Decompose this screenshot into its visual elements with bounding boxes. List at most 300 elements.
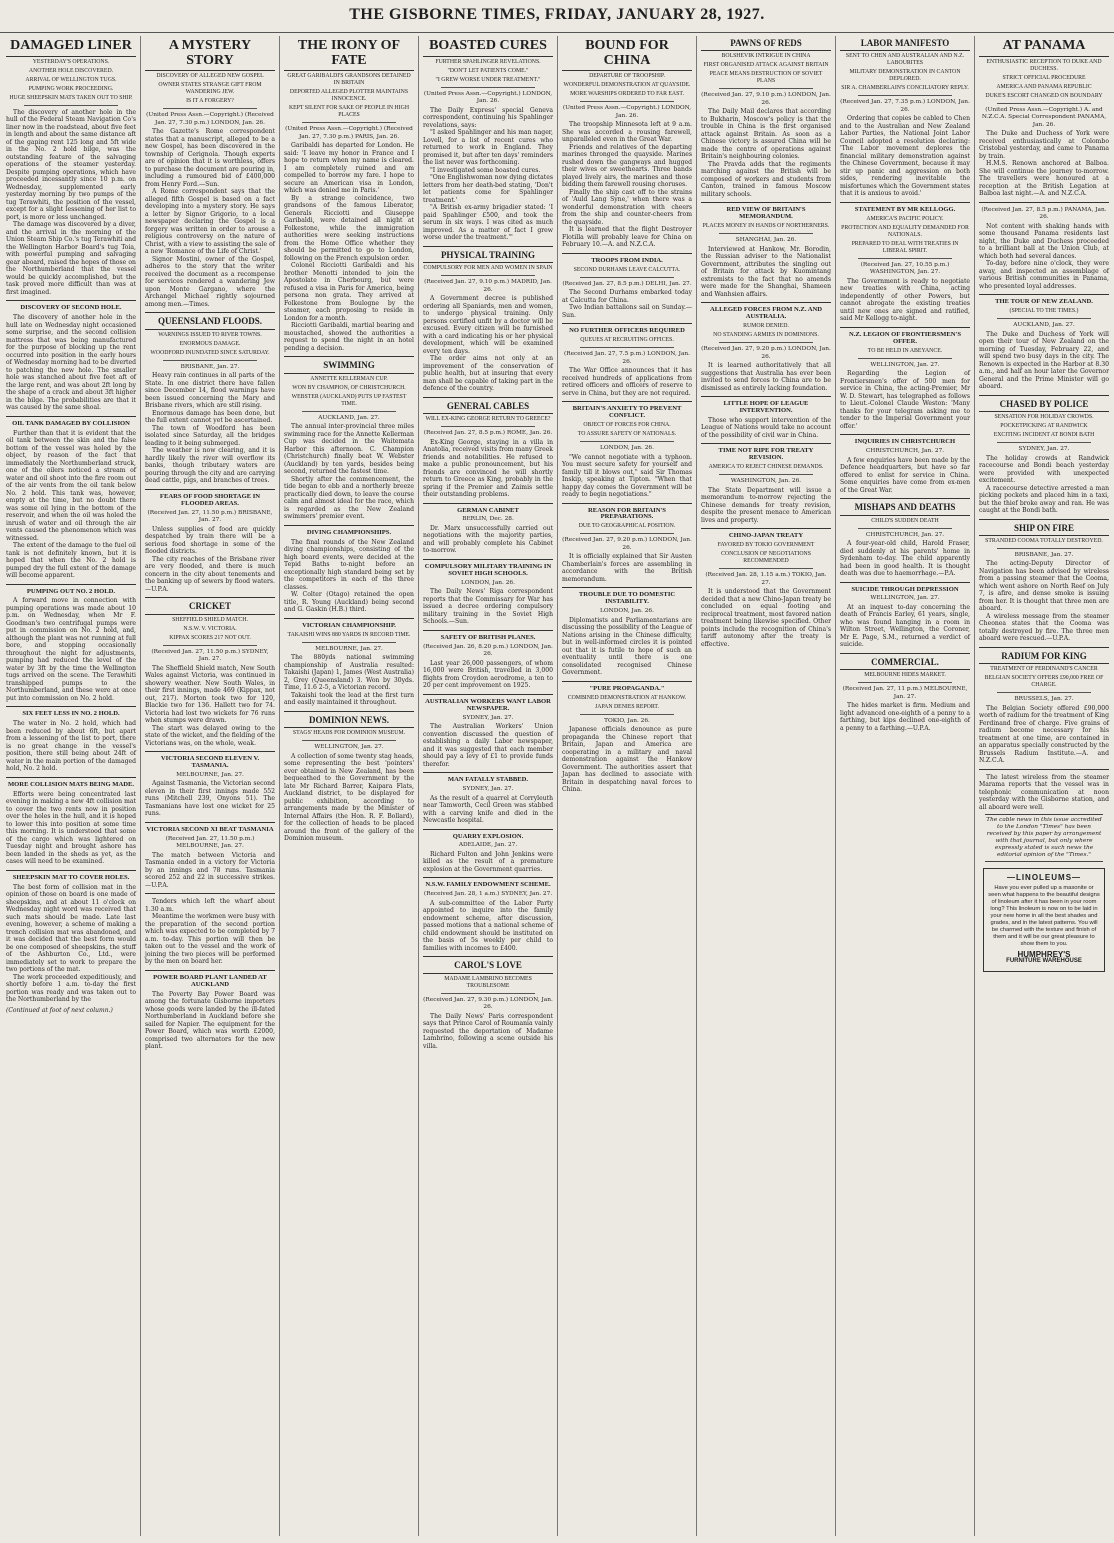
article (840, 439, 970, 499)
article-credit: (United Press Assn.—Copyright.) (Received Jan. 27, 7.30 p.m.) PARIS, Jan. 26. (285, 126, 413, 140)
article (6, 782, 136, 871)
paragraph: The hides market is firm. Medium and light advanced one-eighth of a penny to a farthing, but kips declined one-eighth of a penny to a farthing.—U.P.A. (840, 702, 970, 732)
article-credit: WELLINGTON, Jan. 27. (870, 595, 940, 602)
article (284, 361, 414, 525)
article-subheading: MELBOURNE HIDES MARKET. (864, 672, 946, 679)
paragraph: The weather is now clearing, and it is hardly likely the river will overflow its banks, though tributary waters are pouring through the city and are carrying dead cattle, pigs, and branches of trees. (145, 447, 275, 485)
article-credit: (United Press Assn.—Copyright.) LONDON, Jan. 26. (562, 105, 692, 119)
article (423, 882, 553, 957)
paragraph: The Pravda adds that the regiments marching against the British will be composed of workers and students from Canton, trained in famous Moscow military schools. (701, 160, 831, 198)
paragraph: Tenders which left the wharf about 1.30 a.m. (145, 898, 275, 913)
article (6, 421, 136, 585)
article (423, 39, 553, 247)
article (840, 503, 970, 582)
paragraph: Ex-King George, staying in a villa in Anatolia, received visits from many Greek friends and notabilities. He refused to make a public pronouncement, but his friends are convinced he will shortly return to Greece as King, probably in the spring if the Premier and Zaimis settle their outstanding problems. (423, 438, 553, 499)
article-subheading: SENSATION FOR HOLIDAY CROWDS. (994, 414, 1094, 421)
article (6, 39, 136, 301)
article (423, 699, 553, 773)
column-2 (140, 36, 279, 1536)
article-body (423, 439, 553, 499)
article-heading: CAROL'S LOVE (423, 961, 553, 973)
article-subheading: DISCOVERY OF ALLEGED NEW GOSPEL (156, 73, 264, 80)
paragraph: The Second Durhams embarked today at Calcutta for China. (562, 289, 692, 304)
article (423, 402, 553, 504)
article (979, 524, 1109, 648)
article-subheading: COMBINED DEMONSTRATION AT HANKOW. (567, 694, 687, 701)
article (562, 39, 692, 254)
paragraph: The Daily News' Riga correspondent reports that the Commissary for War has issued a decree ordering compulsory military training in the Soviet High Schools.—Sun. (423, 588, 553, 626)
paragraph: A Government decree is published ordering all Spaniards, men and women, to undergo physical training. Only persons certified unfit by a doctor will be excused. Every citizen will be furnished with a card indicating his or her physical development, which will be examined every ten days. (423, 295, 553, 355)
article-body (145, 898, 275, 966)
paragraph: Ricciotti Garibaldi, martial bearing and moustached, showed the authorities a request to spend the night in an hotel pending a decision. (284, 322, 414, 352)
article-credit: LONDON, Jan. 26. (600, 445, 654, 452)
article-separator (145, 312, 275, 313)
column-content (836, 39, 974, 732)
article-subheading: (SPECIAL TO THE TIMES.) (1009, 308, 1079, 315)
article-subheading: FAVORED BY TOKIO GOVERNMENT (717, 542, 815, 549)
times-notice: The cable news in this issue accredited to the London "Times" has been received by this paper by arrangement with that journal, but only where expressly stated is such news the editorial opinion of the "Times." (985, 814, 1103, 862)
article-body (840, 702, 970, 732)
article (979, 652, 1109, 770)
article-heading: "PURE PROPAGANDA." (589, 684, 665, 692)
article-body (6, 430, 136, 580)
article-separator (6, 706, 136, 707)
article-body (423, 851, 553, 874)
paragraph: Takaishi took the lead at the first turn and easily maintained it throughout. (284, 691, 414, 707)
paragraph: The start was delayed owing to the state of the wicket, and the fielding of the Victorians was, on the whole, weak. (145, 724, 275, 747)
article-separator (562, 503, 692, 504)
paragraph: The Australian Workers' Union convention discussed the question of establishing a daily Labor newspaper, and it was suggested that each member should pay a levy of £1 to provide funds therefor. (423, 723, 553, 768)
article-credit: (Received Jan. 27, 9.10 p.m.) LONDON, Jan. 26. (701, 92, 831, 106)
paragraph: "I asked Spahlinger and his man nager, Lovell, for a list of recent cures who returned to work in England. They promised it, but after ten days' reminders the list never was forthcoming. (423, 129, 553, 167)
article-separator (423, 772, 553, 773)
article-heading: PUMPING OUT NO. 2 HOLD. (26, 587, 116, 595)
article-credit: (Received Jan. 27, 8.5 p.m.) ROME, Jan. 26. (423, 430, 553, 437)
paragraph: By a strange coincidence, two grandsons of the famous Liberator, Generals Ricciotti and Giuseppe Garibaldi, were detained all night at Folkestone, while the immigration authorities were seeking instructions from the Home Office whether they should be permitted to go to London, following on the French expulsion order. (284, 194, 414, 262)
article-separator (979, 294, 1109, 295)
article-subheading: GREAT GARIBALDI'S GRANDSONS DETAINED IN BRITAIN (287, 73, 411, 87)
paragraph: The discovery of another hole in the hull of the Federal Steam Navigation Co's liner now in the roadstead, about five feet in length and about the same distance aft of the gaping rent 125 long and 5ft wide in the No. 2 hold bilge, was the outstanding feature of the salvaging operations of the steamer yesterday. Despite pumping operations, which have proceeded incessantly since 10 p.m. on Wednesday, supplemented early yesterday morning by two pumps of the tug Terawhiti, the position of the vessel, except for a slight lessening of her list to port, is more or less unchanged. (6, 108, 136, 221)
divider (24, 105, 118, 106)
article-body (562, 617, 692, 677)
article-credit: ADELAIDE, Jan. 27. (458, 842, 518, 849)
paragraph: Ordering that copies be cabled to Chen and to the Australian and New Zealand Labor Parties, the National Joint Labor Council adopted a resolution declaring: 'The Labor movement deplores the financial military demonstration against the Chinese Government, because it may stir up panic and aggression on both sides, rendering inevitable the misfortunes which the Government states that it is anxious to avoid.' (840, 115, 970, 198)
article-subheading: STAGS' HEADS FOR DOMINION MUSEUM. (292, 730, 406, 737)
paragraph: The War Office announces that it has received hundreds of applications from retired officers and officers of reserve to serve in China, but they are not required. (562, 367, 692, 397)
article-body (840, 278, 970, 323)
ad-title: —LINOLEUMS— (1006, 873, 1082, 883)
article-credit: (Received Jan. 27, 8.5 p.m.) PANAMA, Jan. 26. (981, 206, 1107, 221)
article (145, 898, 275, 971)
paragraph: The water in No. 2 hold, which had been reduced by about 6ft, but apart from a lessening of the list to port, there is no great change in the vessel's position, there still being about 24ft of water in the main portion of the damaged hold, No. 2 hold. (6, 720, 136, 773)
article-subheading: STRANDED COOMA TOTALLY DESTROYED. (985, 537, 1103, 544)
paragraph: The match between Victoria and Tasmania ended in a victory for Victoria by an innings and 78 runs. Tasmania scored 252 and 22 in successive strikes.—U.P.A. (145, 851, 275, 889)
article-body (145, 780, 275, 818)
article-heading: SHIP ON FIRE (979, 524, 1109, 536)
article-body (284, 654, 414, 707)
paragraph: W. Colter (Otago) retained the open title, R. Young (Auckland) being second and G. Gaskin (H.B.) third. (284, 591, 414, 614)
paragraph: Those who support intervention of the League of Nations would take no account of the possibility of civil war in China. (701, 416, 831, 439)
article-credit: TOKIO, Jan. 26. (604, 717, 650, 724)
article-separator (284, 356, 414, 357)
paragraph: The work proceeded expeditiously, and shortly before 1 a.m. to-day the first portion was ready and was taken out to the Northumberland by the (6, 973, 136, 1004)
article-separator (145, 893, 275, 894)
divider (163, 108, 257, 109)
article-credit: (Received Jan. 27, 10.55 p.m.) WASHINGTON, Jan. 27. (860, 261, 950, 276)
article-credit: WASHINGTON, Jan. 26. (730, 478, 802, 485)
paragraph: Not content with shaking hands with some thousand Panama residents last night, the Duke and Duchess proceeded to a brilliant ball at the Union Club, at which both had several dances. (979, 222, 1109, 260)
article (145, 756, 275, 823)
article-credit: LONDON, Jan. 26. (461, 579, 515, 586)
article-credit: (United Press Assn.—Copyright.) (Received Jan. 27, 7.30 p.m.) LONDON, Jan. 26. (146, 112, 274, 126)
article-body (840, 604, 970, 649)
article-body (423, 795, 553, 825)
article (145, 494, 275, 598)
article-body (145, 665, 275, 748)
column-content (2, 39, 140, 1014)
article-subheading: TO ASSURE SAFETY OF NATIONALS. (577, 431, 677, 438)
paragraph: The discovery of another hole in the hull late on Wednesday night occasioned some surprise, and the second collision mattress that was being manufactured for the purpose of blocking up the rent occurred into position in the early hours of Wednesday morning had to be diverted to patching the new hole. The smaller hole was stanched about five feet aft of the large rent, and was about 2ft long by the shape of a crack and about 3ft higher in the bilge. The probabilities are that it was caused by the same shoal. (6, 314, 136, 412)
divider (441, 275, 535, 276)
article-subheading: SENT TO CHEN AND AUSTRALIAN AND N.Z. LABOURITES (845, 53, 965, 67)
article-body (145, 372, 275, 485)
article-heading: LABOR MANIFESTO (840, 39, 970, 51)
article-subheading: DUE TO GEOGRAPHICAL POSITION. (578, 523, 676, 530)
article-separator (979, 769, 1109, 770)
article-subheading: STRICT OFFICIAL PROCEDURE (1002, 74, 1086, 81)
paragraph: The holiday crowds at Randwick racecourse and Bondi beach yesterday were provided with unexpected excitement. (979, 454, 1109, 485)
article-subheading: ENORMOUS DAMAGE. (179, 340, 241, 347)
article-subheading: KEPT SILENT FOR SAKE OF PEOPLE IN HIGH PLACES (288, 105, 410, 119)
masthead: THE GISBORNE TIMES, FRIDAY, JANUARY 28, 1927. (0, 0, 1114, 33)
article-heading: A MYSTERY STORY (145, 39, 275, 71)
article-separator (145, 822, 275, 823)
article-body (423, 723, 553, 768)
article-subheading: ANOTHER HOLE DISCOVERED. (28, 67, 114, 74)
paragraph: It is understood that the Government decided that a new Chino-Japan treaty be concluded on equal footing and reciprocal treatment, most favored nation treatment being likewise specified. Other points include the recognition of China's tariff autonomy after the treaty is effective. (701, 588, 831, 648)
article-heading: QUEENSLAND FLOODS. (145, 317, 275, 329)
paragraph: The State Department will issue a memorandum to-morrow rejecting the Chinese demands for treaty revision, despite the present menace to American lives and property. (701, 486, 831, 524)
paragraph: The acting-Deputy Director of Navigation has been advised by wireless from a passing steamer that the Cooma, which went ashore on North Reef on July 7, is afire, and dense smoke is issuing from her. It is thought that three men are aboard. (979, 560, 1109, 613)
article (423, 251, 553, 398)
paragraph: The order aims not only at an improvement of the conservation of public health, but at insuring that every man shall be capable of taking part in the defence of the country. (423, 355, 553, 393)
article-heading: SHEEPSKIN MAT TO COVER HOLES. (12, 873, 130, 881)
article-separator (701, 528, 831, 529)
article-subheading: DUKE'S ESCORT CHANGED ON BOUNDARY (985, 92, 1103, 99)
article-heading: N.Z. LEGION OF FRONTIERSMEN'S OFFER. (848, 330, 962, 345)
ad-advertiser-sub: FURNITURE WAREHOUSE (1006, 958, 1082, 965)
paragraph: A few enquiries have been made by the Defence headquarters, but have so far offered to enlist for service in China. Some enquiries have come from ex-men of the Great War. (840, 456, 970, 494)
article-credit: SYDNEY, Jan. 27. (1018, 446, 1070, 453)
article-credit: LONDON, Jan. 26. (600, 608, 654, 615)
article-credit: BRISBANE, Jan. 27. (180, 363, 240, 370)
paragraph: The town of Woodford has been isolated since Saturday, all the bridges leading to it being submerged. (145, 424, 275, 447)
article-credit: SHANGHAI, Jan. 26. (735, 237, 797, 244)
article-body (423, 660, 553, 690)
article (562, 258, 692, 324)
article-subheading: YESTERDAY'S OPERATIONS. (32, 58, 110, 65)
article-heading: QUARRY EXPLOSION. (452, 832, 524, 840)
article-separator (979, 395, 1109, 396)
article-separator (979, 202, 1109, 203)
article-subheading: POCKETPICKING AT RANDWICK (1000, 423, 1088, 430)
divider (163, 360, 257, 361)
article (840, 332, 970, 435)
paragraph: The latest wireless from the steamer Marama reports that the vessel was in telephonic communication at noon yesterday with the Gisborne station, and all aboard were well. (979, 773, 1109, 811)
divider (302, 642, 396, 643)
article-body (979, 774, 1109, 812)
article-heading: RED VIEW OF BRITAIN'S MEMORANDUM. (726, 206, 806, 221)
article-subheading: COMPULSORY FOR MEN AND WOMEN IN SPAIN (423, 265, 553, 272)
article (284, 623, 414, 712)
article-heading: TROOPS FROM INDIA. (591, 256, 663, 264)
article-subheading: AMERICA AND PANAMA REPUBLIC (996, 83, 1092, 90)
article-body (6, 884, 136, 1004)
divider (719, 568, 813, 569)
divider (858, 528, 952, 529)
paragraph: "We cannot negotiate with a typhoon. You must secure safety for yourself and family till it blows out," said Sir Thomas Inskip, speaking at Tipton. "When that happy day comes the Government will be ready to begin negotiations." (562, 453, 692, 499)
article-heading: BOASTED CURES (423, 39, 553, 57)
paragraph: The Belgian Society offered £90,000 worth of radium for the treatment of King Ferdinand free of charge. Five grains of radium become necessary for his treatment at one time, are contained in an apparatus specially constructed by the Brussels Radium Institute.—A. and N.Z.C.A. (979, 704, 1109, 765)
article-credit: (United Press Assn.—Copyright.) A. and N.Z.C.A. Special Correspondent PANAMA, Jan. 26. (981, 106, 1107, 128)
divider (719, 233, 813, 234)
article-subheading: IS IT A FORGERY? (186, 98, 234, 105)
article-heading: DAMAGED LINER (6, 39, 136, 57)
article-subheading: AMERICA'S PACIFIC POLICY. (866, 215, 944, 222)
article (284, 39, 414, 357)
article-separator (423, 397, 553, 398)
paragraph: Japanese officials denounce as pure propaganda the Chinese report that Britain, Japan and America are cooperating in a military and naval demonstration against the Hankow Government. The authorities assert that Japan has declined to associate with Britain in despatching naval forces to China. (562, 726, 692, 794)
article-body (701, 246, 831, 299)
article-body (145, 852, 275, 890)
paragraph: The Daily Express' special Geneva correspondent, continuing his Spahlinger revelations, says: (423, 106, 553, 129)
article-subheading: EXCITING INCIDENT AT BONDI BATH (993, 432, 1095, 439)
article-body (423, 1013, 553, 1051)
paragraph: The troopship Minnesota left at 9 a.m. She was accorded a rousing farewell, unparalleled even in the Great War. (562, 121, 692, 144)
article-separator (562, 401, 692, 402)
article-credit: SYDNEY, Jan. 27. (462, 714, 514, 721)
article-credit: CHRISTCHURCH, Jan. 27. (865, 531, 945, 538)
ad-body: Have you ever pulled up a masonite or seen what happens to the beautiful designs of linoleum after it has been in your room long? This linoleum is now on to be laid in your new home in all the best shades and grades, and in the latest patterns. You will be charmed with the texture and finish of them and it will be our great pleasure to show them to you. (988, 884, 1100, 947)
article-credit: WELLINGTON, Jan. 27. (870, 361, 940, 368)
article-body (840, 457, 970, 495)
article-body (423, 295, 553, 393)
article-separator (145, 751, 275, 752)
paragraph: Efforts were being concentrated last evening in making a new 4ft collision mat to cover the two rents now in position over the holes in the hull, and it is hoped to lower this into position at some time this morning. It is understood that some of the cargo which was lightered on Tuesday night and brought ashore has been landed in the sheds as yet, as the cases will need to be examined. (6, 790, 136, 866)
article-subheading: TREATMENT OF FERDINAND'S CANCER (990, 666, 1098, 673)
article-body (701, 588, 831, 648)
article-subheading: KIPPAX SCORES 217 NOT OUT. (169, 634, 251, 641)
article-subheading: PEACE MEANS DESTRUCTION OF SOVIET PLANS (709, 71, 823, 85)
column-content (697, 39, 835, 648)
article (840, 39, 970, 203)
article-body (284, 539, 414, 614)
article-subheading: WONDERFUL DEMONSTRATION AT QUAYSIDE. (563, 82, 691, 89)
article-body (840, 115, 970, 198)
article (423, 961, 553, 1050)
article-heading: BOUND FOR CHINA (562, 39, 692, 71)
article-credit: BRUSSELS, Jan. 27. (1014, 696, 1074, 703)
article-subheading: BOLSHEVIK INTRIGUE IN CHINA (721, 53, 811, 60)
paragraph: The extent of the damage to the fuel oil tank is not definitely known, but it is hoped that when the No. 2 hold is pumped dry the full extent of the damage will become apparent. (6, 542, 136, 580)
article-credit: MELBOURNE, Jan. 27. (315, 645, 383, 652)
divider (580, 533, 674, 534)
article-body (979, 130, 1109, 198)
article-separator (145, 597, 275, 598)
article-heading: THE IRONY OF FATE (284, 39, 414, 71)
article-separator (423, 246, 553, 247)
article-body (701, 417, 831, 440)
article (701, 39, 831, 203)
article-body (6, 314, 136, 412)
article-subheading: ARRIVAL OF WELLINGTON TUGS. (25, 76, 117, 83)
article-subheading: WON BY CHAMPION, OF CHRISTCHURCH. (292, 384, 406, 391)
article (423, 508, 553, 560)
article-separator (701, 396, 831, 397)
paragraph: Further than that it is evident that the oil tank between the skin and the false bottom of the vessel was holed by the object, by reason of the fact that immediately the Northumberland struck, one of the oilers noticed a stream of water and oil shoot into the fire room out of the air vents from the oil tank below No. 2 hold. This tank was, however, empty at the time, but no doubt there was some oil lying in the bottom of the reservoir, and when the oil was holed the inrush of water and oil through the air vents caused the phenomenon which was witnessed. (6, 429, 136, 542)
paragraph: The annual inter-provincial three miles swimming race for the Annette Kellerman Cup was decided in the Waitemata Harbor this afternoon. C. Champion (Christchurch) finally beat W. Webster (Auckland) by ten yards, besides being second, returned the fastest time. (284, 423, 414, 476)
paragraph: Unless supplies of food are quickly despatched by train there will be a serious food shortage in some of the flooded districts. (145, 525, 275, 556)
divider (719, 474, 813, 475)
column-content (280, 39, 418, 843)
article-heading: MORE COLLISION MATS BEING MADE. (7, 780, 135, 788)
divider (580, 714, 674, 715)
divider (719, 88, 813, 89)
article-separator (284, 711, 414, 712)
paragraph: The Government is ready to negotiate new treaties with China, acting independently of other Powers, but cannot abrogate the existing treaties until new ones are signed and ratified, said Mr Kellogg to-night. (840, 277, 970, 323)
column-5 (557, 36, 696, 1536)
article-credit: (Received Jan. 27, 11 p.m.) MELBOURNE, Jan. 27. (842, 686, 968, 700)
article (562, 406, 692, 503)
article-separator (145, 489, 275, 490)
paragraph: It is learned authoritatively that all suggestions that Australia has ever been invited to send forces to China are to be dismissed as entirely lacking foundation. (701, 362, 831, 392)
divider (441, 993, 535, 994)
paragraph: A four-year-old child, Harold Fraser, died suddenly at his parents' home in Sydenham to-day. The child apparently had been in good health. It is thought death was due to haemorrhage.—P.A. (840, 540, 970, 578)
article-heading: FEARS OF FOOD SHORTAGE IN FLOODED AREAS. (159, 492, 261, 507)
paragraph: Regarding the Legion of Frontiersmen's offer of 500 men for service in China, the acting-Premier, Mr W. D. Stewart, has telegraphed as follows to Lieut.-Colonel Claude Weston: 'Many thanks for your telegram asking me to tender to the Imperial Government your offer.' (840, 370, 970, 430)
article-subheading: FIRST ORGANISED ATTACK AGAINST BRITAIN (703, 62, 829, 69)
article (701, 401, 831, 444)
paragraph: It is officially explained that Sir Austen Chamberlain's forces are assembling in accordance with the British memorandum. (562, 553, 692, 583)
article-heading: SAFETY OF BRITISH PLANES. (440, 633, 536, 641)
article-subheading: QUEUES AT RECRUITING OFFICES. (580, 337, 674, 344)
article-subheading: OBJECT OF FORCES FOR CHINA. (583, 422, 671, 429)
divider (580, 277, 674, 278)
paragraph: A collection of some twenty stag heads, some representing the best 'pointers' ever obtained in New Zealand, has been bequeathed to the Government by the late Mr Richard Barrer, Kaipara Flats, Auckland district, to be displayed for public exhibition, according to arrangements made by the Minister of Internal Affairs (the Hon. R. F. Bollard), for the collection of heads to be placed around the front of the gallery of the Dominion museum. (284, 752, 414, 843)
article-heading: DISCOVERY OF SECOND HOLE. (20, 304, 122, 312)
article-subheading: CHILD'S SUDDEN DEATH (871, 517, 939, 524)
article-body (979, 223, 1109, 291)
article-heading: GERMAN CABINET (457, 506, 519, 514)
article (145, 827, 275, 894)
column-8 (974, 36, 1113, 1536)
paragraph: Two Indian battalions sail on Sunday.—Sun. (562, 304, 692, 319)
article-separator (562, 253, 692, 254)
article-heading: GENERAL CABLES (423, 402, 553, 414)
paragraph: Shortly after the commencement, the tide began to ebb and a northerly breeze practically died down, to leave the course calm and almost ideal for the race, which is regarded as the New Zealand swimmers' premier event. (284, 475, 414, 521)
article-body (423, 525, 553, 555)
divider (580, 441, 674, 442)
article-heading: COMMERCIAL. (840, 658, 970, 670)
paragraph: The best form of collision mat in the opinion of those on board is one made of sheepskins, and at about 11 o'clock on Wednesday night word was received that such mats should be made. Late last evening, however, a scheme of making a trench collision mat was abandoned, and it was decided that the best form would be one composed of sheepskins, the stuff of the Ashburton Co., Ltd., were immediately set to work to prepare the two portions of the mat. (6, 883, 136, 974)
article-body (562, 726, 692, 794)
article-subheading: CONCLUSION OF NEGOTIATIONS RECOMMENDED (721, 551, 811, 565)
paragraph: The city reaches of the Brisbane river are very flooded, and there is much concern in the city about tenements and the banking up of sewers by flood waters.—U.P.A. (145, 555, 275, 593)
article-heading: RADIUM FOR KING (979, 652, 1109, 664)
article-heading: CHINO-JAPAN TREATY (728, 532, 804, 540)
article-body (145, 991, 275, 1051)
paragraph: Heavy rain continues in all parts of the State. In one district there have fallen since December 14, flood warnings have been issued concerning the Mary and Brisbane rivers, which are still rising. (145, 372, 275, 410)
article-heading: N.S.W. FAMILY ENDOWMENT SCHEME. (425, 881, 551, 889)
ad-advertiser: HUMPHREY'S (1017, 949, 1071, 959)
article-credit: (Received Jan. 28, 1.15 a.m.) TOKIO, Jan. 27. (705, 572, 827, 586)
article (6, 711, 136, 777)
article (979, 207, 1109, 296)
article-separator (6, 870, 136, 871)
article-subheading: N.S.W. V. VICTORIA. (183, 625, 237, 632)
paragraph: Richard Fulton and John Jenkins were killed as the result of a premature explosion at the Government quarries. (423, 850, 553, 873)
article-credit: BERLIN, Dec. 28. (462, 516, 514, 523)
article-heading: CRICKET (145, 602, 275, 614)
article-separator (701, 443, 831, 444)
paragraph: Diplomatists and Parliamentarians are discussing the possibility of the League of Nations arising in the Chinese difficulty, but in well-informed circles it is pointed out that it is futile to hope of such an eventuality until there is one consolidated recognised Chinese Government. (562, 616, 692, 677)
article-body (562, 553, 692, 583)
article (979, 400, 1109, 520)
article (423, 834, 553, 879)
article-subheading: WARNINGS ISSUED TO RIVER TOWNS. (158, 331, 262, 338)
article-separator (423, 503, 553, 504)
article-separator (284, 618, 414, 619)
article-heading: TROUBLE DUE TO DOMESTIC INSTABILITY. (578, 591, 676, 606)
article (6, 589, 136, 708)
article-credit: WELLINGTON, Jan. 27. (314, 744, 384, 751)
article-separator (423, 559, 553, 560)
article-subheading: PROTECTION AND EQUALITY DEMANDED FOR NATIONALS. (841, 224, 969, 238)
article-separator (562, 681, 692, 682)
article-body (979, 331, 1109, 391)
article-subheading: SHEFFIELD SHIELD MATCH. (172, 616, 248, 623)
column-content (419, 39, 557, 1050)
paragraph: The final rounds of the New Zealand diving championships, consisting of the high board events, were decided at the Tepid Baths to-night before an exceptionally high standard being set by the competitors in each of the three classes. (284, 538, 414, 591)
article-heading: CHASED BY POLICE (979, 400, 1109, 412)
article-heading: MISHAPS AND DEATHS (840, 503, 970, 515)
article-body (423, 588, 553, 626)
article-credit: (Received Jan. 27, 11.50 p.m.) MELBOURNE, Jan. 27. (165, 835, 255, 850)
article-body (423, 107, 553, 242)
article-subheading: RUMOR DENIED. (743, 323, 789, 330)
article (979, 774, 1109, 812)
article-heading: VICTORIA SECOND ELEVEN V. TASMANIA. (160, 755, 260, 770)
divider (997, 318, 1091, 319)
article-body (284, 142, 414, 352)
article-body (6, 597, 136, 702)
paragraph: A forward move in connection with pumping operations was made about 10 p.m. on Wednesday, when Mr F. Goodman's two centrifugal pumps were put in commission on No. 2 hold, and, although the plant was not running at full bore, and stopping occasionally throughout the night for adjustments, pumping had reduced the level of the water by 3ft by the time the Wellington tugs arrived on the scene. The Terawhiti transhipped pumps to the Northumberland, and these were at once put into commission on No. 2 hold. (6, 597, 136, 702)
article-separator (562, 587, 692, 588)
article-heading: AUSTRALIAN WORKERS WANT LABOR NEWSPAPER. (425, 697, 551, 712)
divider (997, 548, 1091, 549)
paragraph: The Duke and Duchess of York were received enthusiastically at Colombo Cristobal yesterday, and came to Panama by train. (979, 130, 1109, 160)
article-credit: (Received Jan. 27, 9.10 p.m.) MADRID, Jan. 26. (424, 279, 552, 293)
article (145, 975, 275, 1051)
paragraph: Dr. Marx unsuccessfully carried out negotiations with the majority parties, and will probably complete his Cabinet to-morrow. (423, 524, 553, 555)
article-separator (979, 647, 1109, 648)
article (840, 587, 970, 654)
article (979, 39, 1109, 203)
article (6, 875, 136, 1004)
article-subheading: ANNETTE KELLERMAN CUP. (310, 375, 388, 382)
article-subheading: WOODFORD INUNDATED SINCE SATURDAY. (150, 349, 270, 356)
article-heading: DOMINION NEWS. (284, 716, 414, 728)
